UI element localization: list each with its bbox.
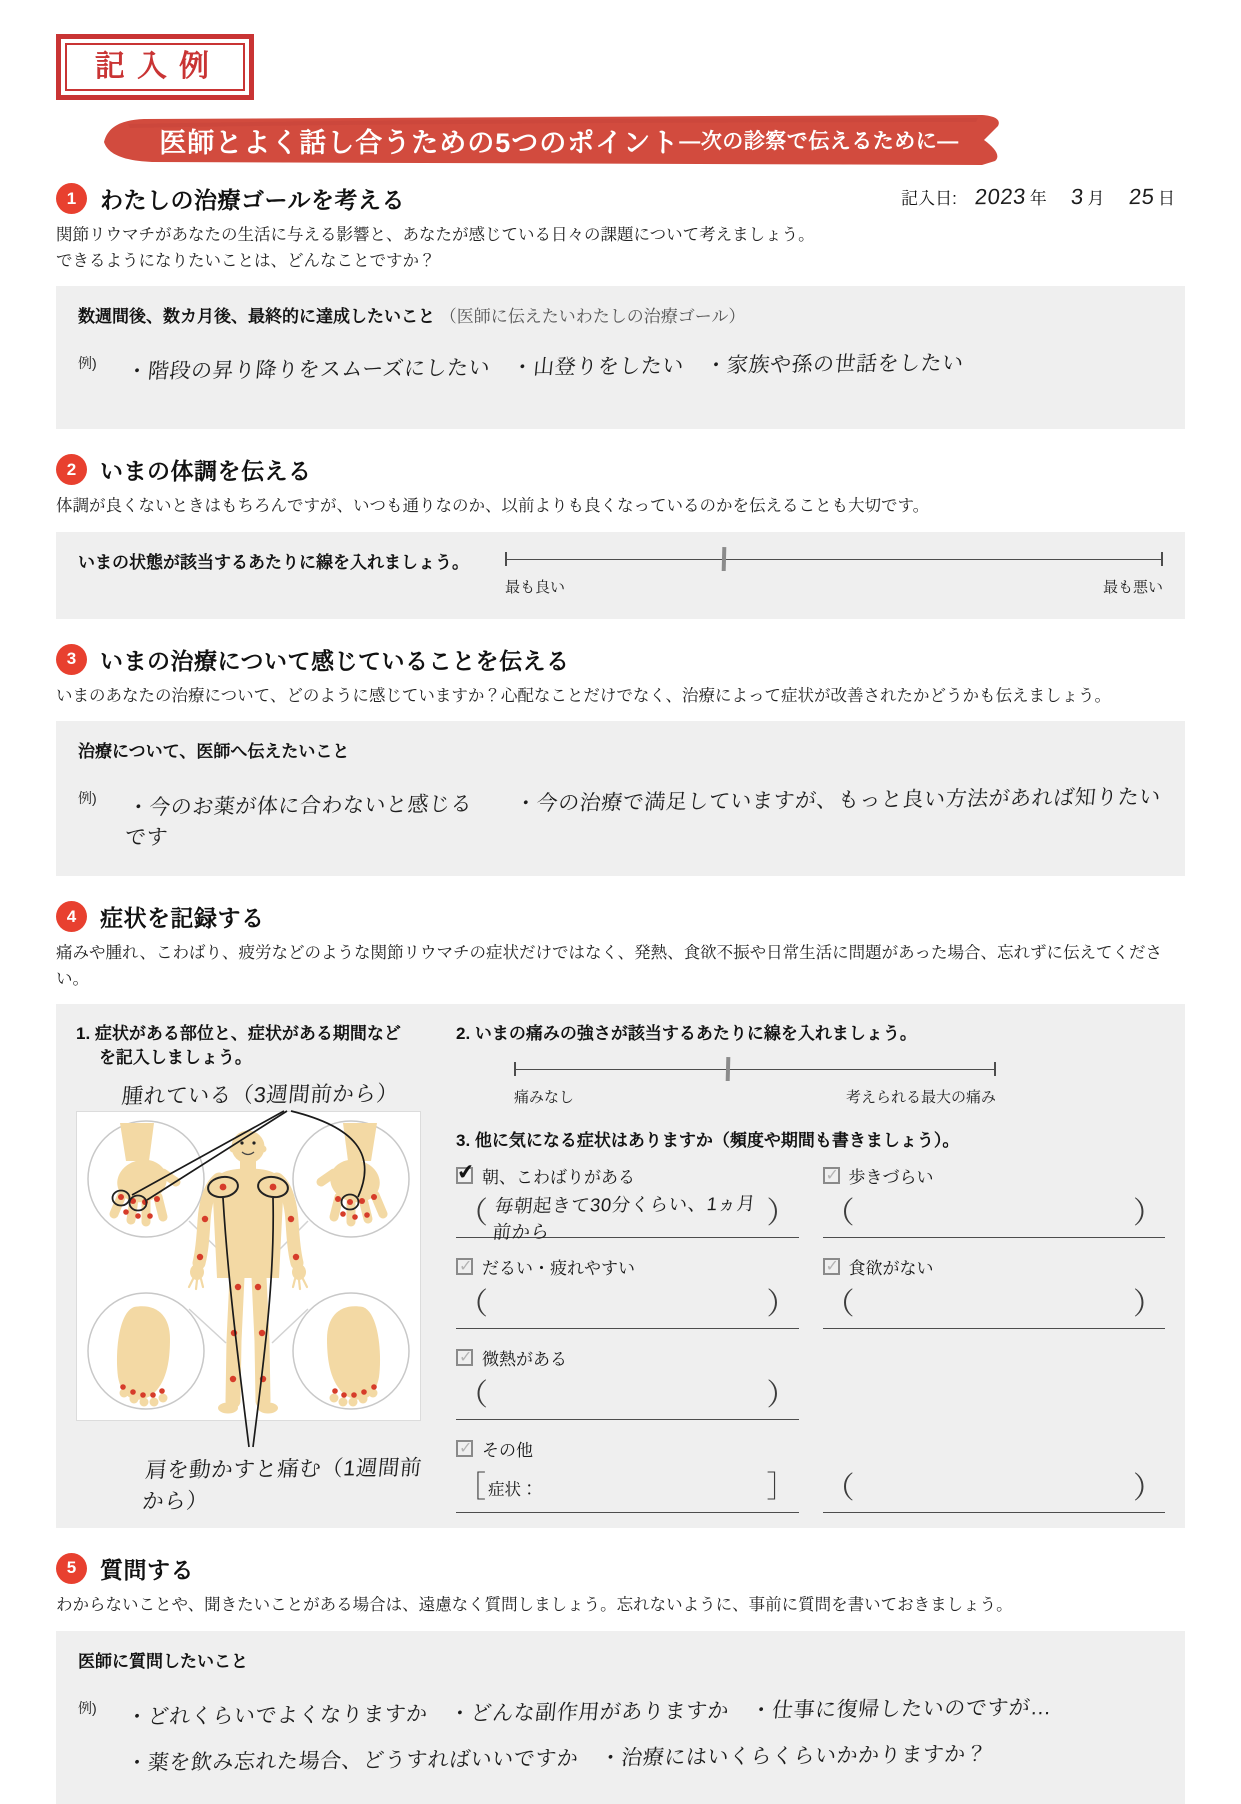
goal-entry-box[interactable] (56, 286, 1185, 429)
condition-vas-scale[interactable] (505, 552, 1163, 566)
treatment-feedback-box[interactable] (56, 721, 1185, 876)
open-paren: （ (458, 1379, 488, 1413)
note-text (860, 1307, 1131, 1310)
symptom-no-appetite (823, 1254, 1166, 1329)
questions-example-lines (124, 1695, 1053, 1788)
goal-example-text: ・階段の昇り降りをスムーズにしたい ・山登りをしたい ・家族や孫の世話をしたい (125, 351, 965, 384)
no-pain-label: 痛みなし (514, 1089, 575, 1107)
month-unit: 月 (1087, 189, 1105, 208)
section2-description: 体調が良くないときはもちろんですが、いつも通りなのか、以前よりも良くなっているのかを伝えることも大切です。 (56, 497, 930, 516)
checkbox-label: その他 (482, 1440, 533, 1460)
condition-box (56, 532, 1185, 619)
checkbox-label: 食欲がない (848, 1258, 934, 1278)
body-map-column (76, 1022, 434, 1514)
symptom-checkbox-grid (456, 1163, 1165, 1513)
questions-box-label: 医師に質問したいこと (78, 1651, 248, 1671)
example-label: 例) (78, 1699, 97, 1716)
section3-heading (56, 643, 1185, 676)
pain-scale-label: 2. いまの痛みの強さが該当するあたりに線を入れましょう。 (456, 1024, 917, 1044)
open-bracket: ［ (456, 1471, 486, 1505)
checkbox-label: 微熱がある (482, 1349, 567, 1369)
entry-date-year: 2023 (973, 183, 1028, 210)
body-diagram[interactable] (76, 1111, 421, 1451)
section4-number-badge: 4 (56, 901, 87, 932)
year-unit: 年 (1029, 189, 1047, 208)
day-unit: 日 (1158, 189, 1175, 208)
entry-date-day: 25 (1127, 183, 1156, 210)
banner-subtitle: ―次の診察で伝えるために― (679, 130, 959, 153)
pain-scale-area (514, 1062, 996, 1107)
goal-box-label (78, 302, 1163, 327)
note-text (494, 1307, 765, 1310)
difficulty-walking-note-field[interactable] (823, 1194, 1166, 1238)
symptom-slight-fever (456, 1345, 799, 1420)
symptom-other (456, 1436, 799, 1513)
scale-line (514, 1069, 996, 1070)
section3-title: いまの治療について感じていることを伝える (100, 647, 570, 674)
checkbox-label: だるい・疲れやすい (482, 1258, 635, 1278)
banner-title: 医師とよく話し合うための5つのポイント (159, 127, 680, 158)
symptom-detail-column (456, 1022, 1165, 1514)
section4-description: 痛みや腫れ、こわばり、疲労などのような関節リウマチの症状だけではなく、発熱、食欲不振や日常生活に問題があった場合、忘れずに伝えてください。 (56, 944, 1162, 988)
section5-description: わからないことや、聞きたいことがある場合は、遠慮なく質問しましょう。忘れないように、事前に質問を書いておきましょう。 (56, 1595, 1013, 1614)
pain-scale-labels (514, 1086, 996, 1107)
right-foot-zoom (327, 1306, 380, 1406)
morning-stiffness-note-field[interactable] (456, 1193, 799, 1243)
sample-stamp (56, 34, 254, 100)
swelling-annotation-text: 腫れている（3週間前から） (120, 1081, 400, 1109)
pain-vas-scale[interactable] (514, 1062, 996, 1076)
scale-best-label: 最も良い (505, 578, 566, 596)
section1-title: わたしの治療ゴールを考える (100, 187, 406, 213)
open-paren: （ (824, 1197, 855, 1231)
section3-description: いまのあなたの治療について、どのように感じていますか？心配なことだけでなく、治療によって症状が改善されたかどうかも伝えましょう。 (56, 686, 1112, 705)
checkbox-other[interactable] (456, 1440, 473, 1457)
close-bracket: ］ (766, 1471, 797, 1505)
section1-desc-line2: できるようになりたいことは、どんなことですか？ (56, 251, 436, 270)
section1-number-badge: 1 (56, 183, 87, 214)
example-label: 例) (78, 355, 97, 372)
symptom-difficulty-walking (823, 1163, 1166, 1238)
close-paren: ） (1133, 1197, 1163, 1231)
symptom-record-box (56, 1004, 1185, 1528)
left-foot-zoom (117, 1306, 170, 1406)
condition-box-label: いまの状態が該当するあたりに線を入れましょう。 (78, 552, 469, 572)
note-text (494, 1398, 765, 1401)
section3-number-badge: 3 (56, 644, 87, 675)
questions-line1: ・どれくらいでよくなりますか ・どんな副作用がありますか ・仕事に復帰したいのですが… (124, 1695, 1053, 1729)
section2-heading (56, 453, 1185, 486)
section2-title: いまの体調を伝える (100, 458, 312, 485)
shoulder-annotation (141, 1452, 434, 1514)
note-text (860, 1216, 1131, 1219)
condition-patient-mark (722, 547, 726, 571)
checkbox-difficulty-walking[interactable] (823, 1167, 840, 1184)
close-paren: ） (766, 1288, 797, 1322)
swelling-annotation (122, 1078, 434, 1109)
no-appetite-note-field[interactable] (823, 1285, 1166, 1329)
scale-right-tick (994, 1062, 996, 1076)
other-symptoms-label: 3. 他に気になる症状はありますか（頻度や期間も書きましょう）。 (456, 1131, 960, 1151)
section4-heading (56, 900, 1185, 933)
section1-header-row (56, 182, 1185, 223)
scale-left-tick (514, 1062, 516, 1076)
entry-date-month: 3 (1069, 183, 1085, 210)
note-text (860, 1491, 1131, 1494)
slight-fever-note-field[interactable] (456, 1376, 799, 1420)
max-pain-label: 考えられる最大の痛み (845, 1089, 996, 1107)
condition-scale-labels (505, 576, 1163, 597)
checkbox-no-appetite[interactable] (823, 1258, 840, 1275)
scale-right-tick (1161, 552, 1163, 566)
section2-number-badge: 2 (56, 454, 87, 485)
checkbox-morning-stiffness[interactable] (456, 1167, 473, 1184)
checkbox-slight-fever[interactable] (456, 1349, 473, 1366)
close-paren: ） (766, 1197, 797, 1231)
body-map-label: 1. 症状がある部位と、症状がある期間などを記入しましょう。 (76, 1024, 401, 1068)
scale-line (505, 559, 1163, 560)
section5-title: 質問する (100, 1556, 194, 1583)
pain-patient-mark (726, 1057, 730, 1081)
close-paren: ） (1133, 1472, 1163, 1506)
fatigue-note-field[interactable] (456, 1285, 799, 1329)
treatment-example-text: ・今のお薬が体に合わないと感じる ・今の治療で満足していますが、もっと良い方法があれば知りたいです (123, 785, 1162, 850)
other-symptom-note-field[interactable] (823, 1469, 1166, 1513)
close-paren: ） (1133, 1288, 1163, 1322)
open-paren: （ (458, 1197, 488, 1231)
questions-box[interactable] (56, 1631, 1185, 1804)
open-paren: （ (824, 1288, 855, 1322)
other-symptom-name-field[interactable] (456, 1467, 799, 1513)
scale-worst-label: 最も悪い (1102, 578, 1163, 596)
close-paren: ） (766, 1379, 797, 1413)
shoulder-annotation-text: 肩を動かすと痛む（1週間前から） (141, 1455, 424, 1514)
questions-line2: ・薬を飲み忘れた場合、どうすればいいですか ・治療にはいくらくらいかかりますか？ (124, 1742, 989, 1775)
treatment-box-label: 治療について、医師へ伝えたいこと (78, 742, 350, 762)
treatment-example-row (78, 785, 1163, 850)
checkbox-fatigue[interactable] (456, 1258, 473, 1275)
other-symptom-note-cell (823, 1436, 1166, 1513)
checkbox-label: 朝、こわばりがある (482, 1167, 635, 1187)
goal-box-label-note: （医師に伝えたいわたしの治療ゴール） (439, 307, 746, 327)
section4-title: 症状を記録する (100, 905, 265, 932)
example-label: 例) (78, 790, 97, 807)
questions-example-row (78, 1696, 1163, 1788)
condition-scale-area (505, 548, 1163, 597)
section1-desc-line1: 関節リウマチがあなたの生活に与える影響と、あなたが感じている日々の課題について考えましょう。 (56, 226, 815, 244)
open-paren: （ (824, 1472, 855, 1506)
symptom-name-label: 症状： (488, 1481, 538, 1500)
section5-number-badge: 5 (56, 1553, 87, 1584)
open-paren: （ (458, 1288, 488, 1322)
title-banner (98, 114, 1020, 166)
morning-stiffness-note: 毎朝起きて30分くらい、1ヵ月前から (491, 1193, 757, 1243)
section1-description (56, 223, 1185, 274)
entry-date-field[interactable] (901, 184, 1185, 210)
sample-stamp-label: 記入例 (65, 43, 245, 91)
goal-example-row (78, 351, 1163, 384)
scale-left-tick (505, 552, 507, 566)
section1-heading (56, 182, 405, 215)
symptom-fatigue (456, 1254, 799, 1329)
entry-date-label: 記入日: (901, 189, 957, 208)
section5-heading (56, 1552, 1185, 1585)
banner-text (98, 114, 1020, 166)
symptom-morning-stiffness (456, 1163, 799, 1243)
spacer-cell (823, 1345, 1166, 1420)
checkbox-label: 歩きづらい (848, 1167, 934, 1187)
goal-box-label-main: 数週間後、数カ月後、最終的に達成したいこと (78, 307, 435, 327)
